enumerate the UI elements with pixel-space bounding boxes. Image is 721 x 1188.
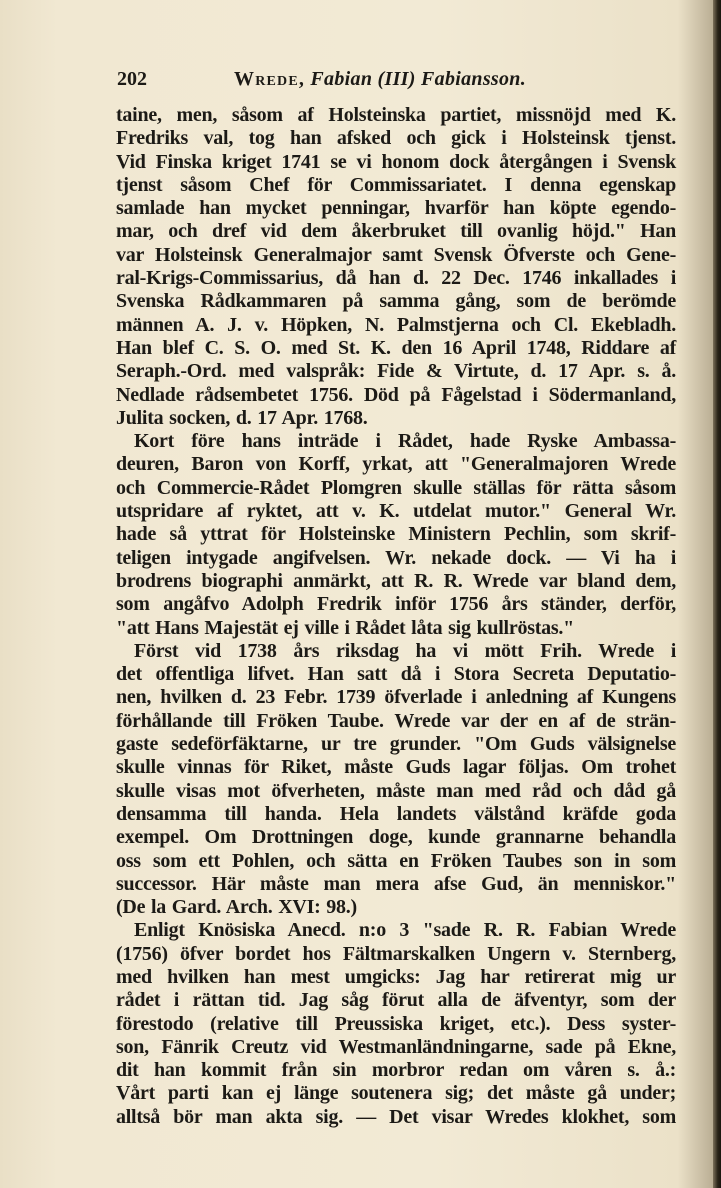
text-line: det offentliga lifvet. Han satt då i Stora Secreta Deputatio- [116,663,676,686]
text-line: Julita socken, d. 17 Apr. 1768. [116,406,368,429]
text-line: och Commercie-Rådet Plomgren skulle ställas för rätta såsom [116,476,676,499]
text-line: nen, hvilken d. 23 Febr. 1739 öfverlade i anledning af Kungens [116,686,676,709]
text-line: Enligt Knösiska Anecd. n:o 3 "sade R. R. Fabian Wrede [134,919,676,942]
text-line: Nedlade rådsembetet 1756. Död på Fågelstad i Södermanland, [116,383,676,406]
text-line: tjenst såsom Chef för Commissariatet. I denna egenskap [116,173,676,196]
text-line: rådet i rättan tid. Jag såg förut alla de äfventyr, som der [116,989,676,1012]
text-line: Vid Finska kriget 1741 se vi honom dock återgången i Svensk [116,150,676,173]
text-line: männen A. J. v. Höpken, N. Palmstjerna och Cl. Ekebladh. [116,313,676,336]
text-line: Svenska Rådkammaren på samma gång, som de berömde [116,290,676,313]
text-line: densamma till handa. Hela landets välstånd kräfde goda [116,802,676,825]
text-line: Fredriks val, tog han afsked och gick i Holsteinsk tjenst. [116,127,676,150]
text-line: taine, men, såsom af Holsteinska partiet, missnöjd med K. [116,104,676,126]
text-line: Han blef C. S. O. med St. K. den 16 April 1748, Riddare af [116,336,676,359]
text-line: (De la Gard. Arch. XVI: 98.) [116,896,357,919]
text-line: Seraph.-Ord. med valspråk: Fide & Virtute, d. 17 Apr. s. å. [116,360,676,383]
text-line: hade så yttrat för Holsteinske Ministern Pechlin, som skrif- [116,523,676,546]
text-line: förestodo (relative till Preussiska kriget, etc.). Dess syster- [116,1012,676,1035]
text-line: Vårt parti kan ej länge soutenera sig; det måste gå under; [116,1082,676,1105]
text-line: med hvilken han mest umgicks: Jag har retirerat mig ur [116,965,676,988]
running-title-rest: Fabian (III) Fabiansson. [310,68,527,90]
text-line: exempel. Om Drottningen doge, kunde grannarne behandla [116,826,676,849]
page-number: 202 [117,68,147,90]
text-line: ral-Krigs-Commissarius, då han d. 22 Dec. 1746 inkallades i [116,267,676,290]
text-line: som angåfvo Adolph Fredrik inför 1756 års ständer, derför, [116,593,676,616]
text-line: Först vid 1738 års riksdag ha vi mött Frih. Wrede i [134,639,676,662]
running-title [234,68,526,91]
text-line: teligen intygade angifvelsen. Wr. nekade dock. — Vi ha i [116,546,676,569]
text-line: brodrens biographi anmärkt, att R. R. Wrede var bland dem, [116,569,676,592]
text-line: skulle visas mot öfverheten, måste man med råd och dåd gå [116,779,676,802]
text-line: Kort före hans inträde i Rådet, hade Ryske Ambassa- [134,430,676,453]
text-line: dit han kommit från sin morbror redan om våren s. å.: [116,1059,676,1082]
running-header [117,64,677,98]
text-line: gaste sedeförfäktarne, ur tre grunder. "Om Guds välsignelse [116,733,676,756]
text-line: oss som ett Pohlen, och sätta en Fröken Taubes son in som [116,849,676,872]
text-line: successor. Här måste man mera afse Gud, än menniskor." [116,872,676,895]
text-line: "att Hans Majestät ej ville i Rådet låta sig kullröstas." [116,616,575,639]
text-line: samlade han mycket penningar, hvarför han köpte egendo- [116,197,676,220]
text-line: deuren, Baron von Korff, yrkat, att "Generalmajoren Wrede [116,453,676,476]
body-text [116,104,676,1129]
text-line: var Holsteinsk Generalmajor samt Svensk Öfverste och Gene- [116,243,676,266]
text-line: skulle vinnas för Riket, måste Guds lagar följas. Om trohet [116,756,676,779]
text-line: son, Fänrik Creutz vid Westmanländningarne, sade på Ekne, [116,1035,676,1058]
text-line: alltså bör man akta sig. — Det visar Wredes klokhet, som [116,1105,676,1128]
running-title-name: Wrede, [234,68,306,90]
text-line: utspridare af ryktet, att v. K. utdelat mutor." General Wr. [116,500,676,523]
text-line: (1756) öfver bordet hos Fältmarskalken Ungern v. Sternberg, [116,942,676,965]
page-edge-shadow [713,0,721,1188]
text-line: mar, och dref vid dem åkerbruket till ovanlig höjd." Han [116,220,676,243]
text-line: förhållande till Fröken Taube. Wrede var der en af de strän- [116,709,676,732]
